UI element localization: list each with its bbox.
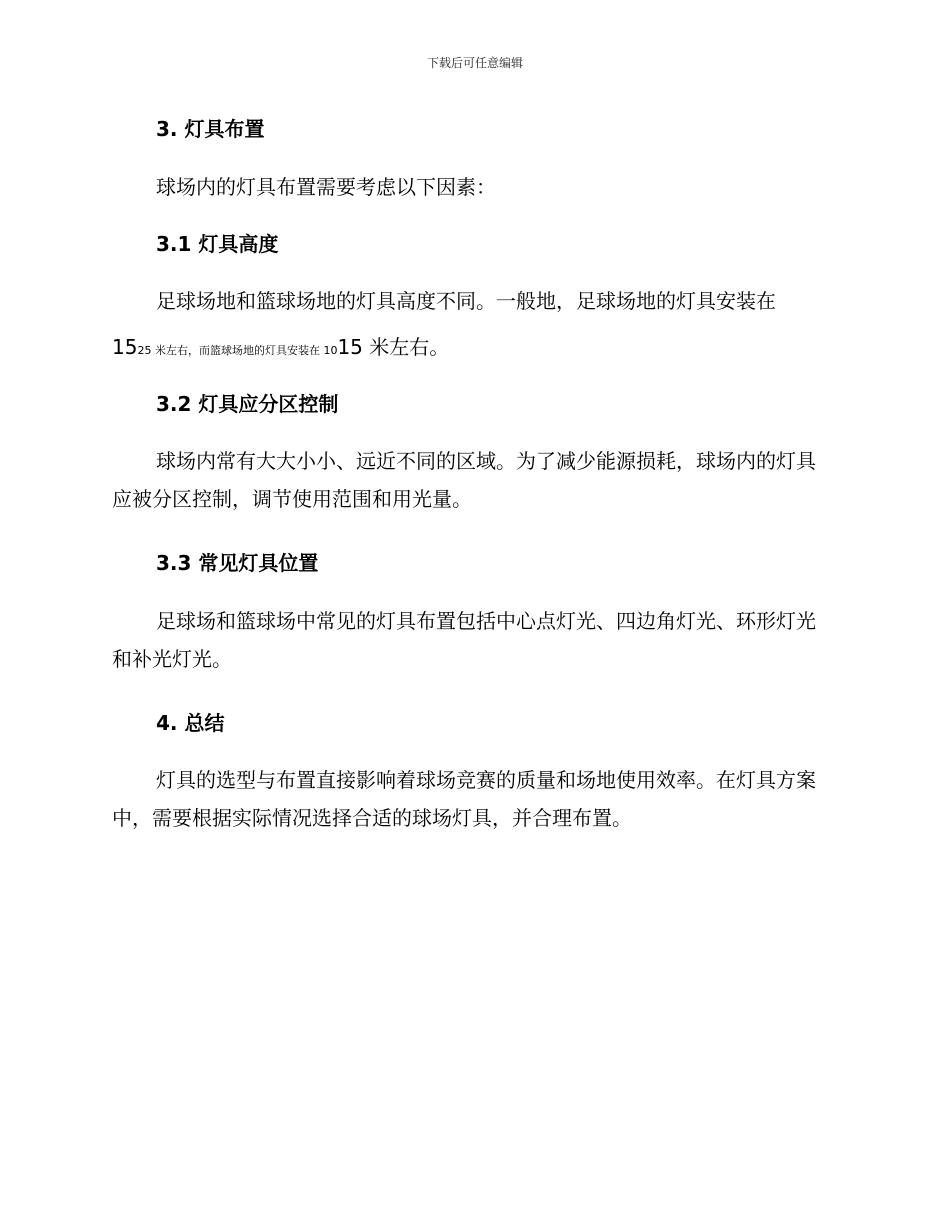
height-value-start: 15 (112, 335, 138, 359)
section-3-heading: 3. 灯具布置 (156, 117, 265, 141)
section-3-3-heading: 3.3 常见灯具位置 (156, 551, 319, 575)
section-3-1-heading: 3.1 灯具高度 (156, 232, 279, 256)
section-3-2-paragraph: 球场内常有大大小小、远近不同的区域。为了减少能源损耗，球场内的灯具应被分区控制，调节使用范围和用光量。 (112, 449, 816, 511)
height-detail-small: 25 米左右，而篮球场地的灯具安装在 10 (137, 344, 338, 357)
section-4-paragraph: 灯具的选型与布置直接影响着球场竞赛的质量和场地使用效率。在灯具方案中，需要根据实际情况选择合适的球场灯具，并合理布置。 (112, 768, 816, 830)
section-3-1-line-2 (112, 333, 449, 365)
page-header-note: 下载后可任意编辑 (426, 56, 523, 70)
section-4-heading: 4. 总结 (156, 711, 225, 735)
height-value-end: 15 米左右。 (337, 335, 450, 359)
section-3-1-line-1: 足球场地和篮球场地的灯具高度不同。一般地，足球场地的灯具安装在 (156, 289, 776, 313)
section-3-3-paragraph: 足球场和篮球场中常见的灯具布置包括中心点灯光、四边角灯光、环形灯光和补光灯光。 (112, 609, 816, 671)
section-3-2-heading: 3.2 灯具应分区控制 (156, 392, 339, 416)
section-3-intro: 球场内的灯具布置需要考虑以下因素： (156, 175, 496, 199)
